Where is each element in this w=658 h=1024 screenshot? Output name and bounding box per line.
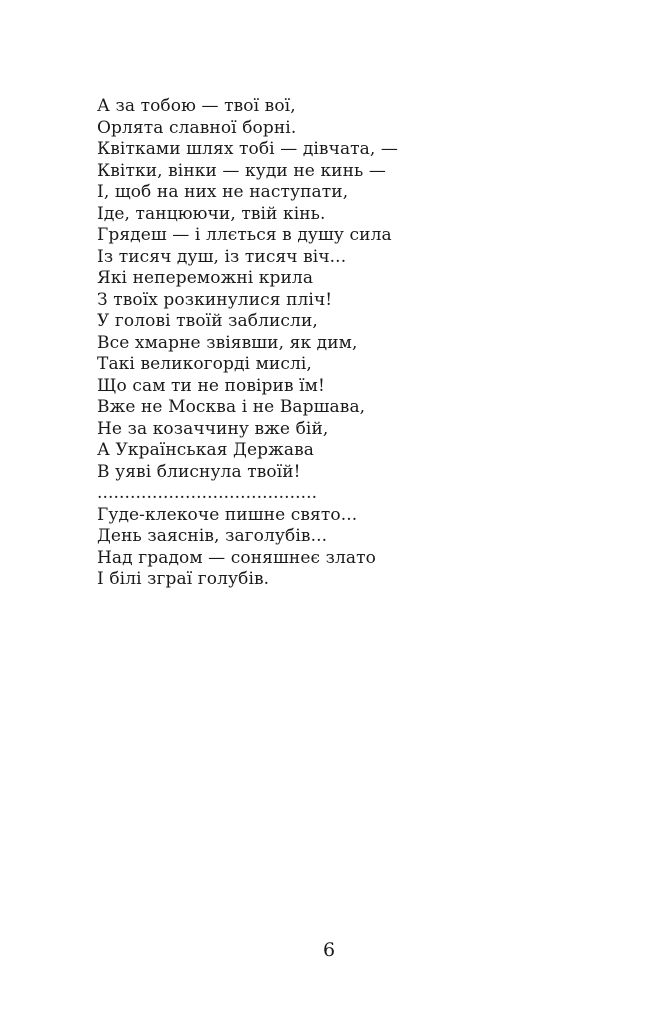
page-number: 6 <box>322 939 336 961</box>
poem-line: Квітками шлях тобі — дівчата, — <box>97 139 399 159</box>
poem-line: Не за козаччину вже бій, <box>97 418 329 439</box>
poem-line: Вже не Москва і не Варшава, <box>97 397 366 417</box>
poem-line: Грядеш — і ллється в душу сила <box>97 225 392 245</box>
poem-line: Над градом — соняшнеє злато <box>97 547 376 568</box>
poem-line: Із тисяч душ, із тисяч віч... <box>97 246 347 267</box>
poem-line: Все хмарне звіявши, як дим, <box>97 332 358 353</box>
poem-line: І білі зграї голубів. <box>97 569 270 589</box>
poem-line: І, щоб на них не наступати, <box>97 182 349 202</box>
poem-line: З твоїх розкинулися пліч! <box>97 289 333 310</box>
poem-line: Квітки, вінки — куди не кинь — <box>97 160 387 181</box>
poem-line: Які непереможні крила <box>97 268 314 288</box>
poem-line: Іде, танцюючи, твій кінь. <box>97 203 326 224</box>
poem-dotted-separator: ........................................ <box>97 483 318 503</box>
poem-line: Орлята славної борні. <box>97 117 297 138</box>
poem-line: В уяві блиснула твоїй! <box>97 461 301 482</box>
poem-text <box>97 96 398 591</box>
poem-line: А за тобою — твої вої, <box>97 96 296 116</box>
poem-line: Гуде-клекоче пишне свято... <box>97 504 358 525</box>
poem-line: Що сам ти не повірив їм! <box>97 375 325 396</box>
poem-line: День заяснів, заголубів... <box>97 526 328 546</box>
poem-line: У голові твоїй заблисли, <box>97 311 318 331</box>
poem-line: А Українськая Держава <box>97 440 314 460</box>
poem-line: Такі великогорді мислі, <box>97 354 312 374</box>
